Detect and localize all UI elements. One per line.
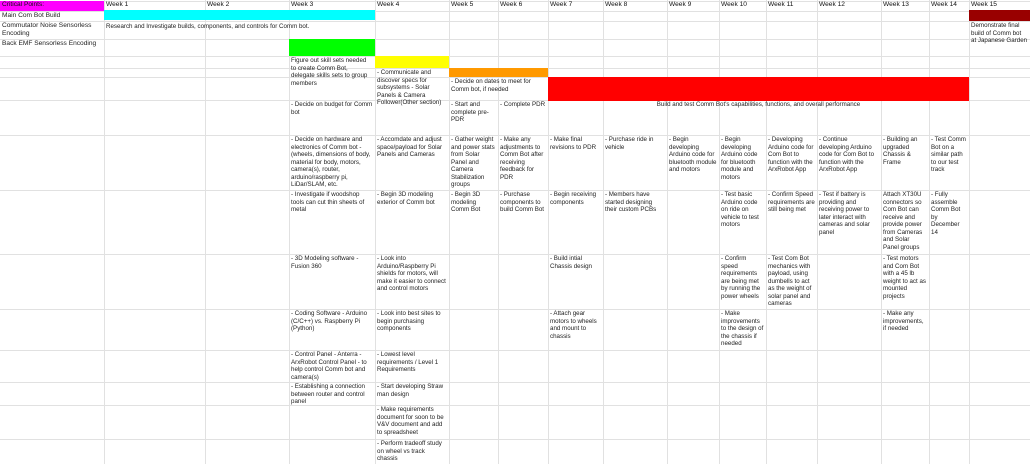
w12-task-battery: - Test if battery is providing and receiving power to later interact with cameras and solar panel: [819, 191, 870, 236]
bar-week4: [375, 56, 449, 68]
w15-task-demonstrate: Demonstrate final build of Comm bot at Japanese Garden: [971, 22, 1028, 44]
w10-task-speed: - Confirm speed requirements are being met by running the power wheels: [721, 255, 761, 300]
bar-week15: [969, 10, 1030, 21]
week-header-7: Week 7: [550, 1, 573, 8]
w3-task-budget: - Decide on budget for Comm bot: [291, 101, 373, 116]
row-label-main-build: Main Com Bot Build: [2, 12, 61, 19]
w10-task-arduino: - Begin developing Arduino code for bluetooth module and motors: [721, 136, 758, 181]
w6-task-adjustments: - Make any adjustments to Comm Bot after receiving feedback for PDR: [500, 136, 544, 181]
week-header-11: Week 11: [768, 1, 794, 8]
w3-task-router: - Establishing a connection between router and control panel: [291, 383, 365, 405]
week-header-4: Week 4: [377, 1, 400, 8]
w13-task-chassis: - Building an upgraded Chassis & Frame: [883, 136, 918, 166]
w13-task-xt30u: Attach XT30U connectors so Com Bot can receive and provide power from Cameras and Solar Panel groups: [883, 191, 923, 251]
w5-task-dates: - Decide on dates to meet for Comm bot, if needed: [451, 78, 531, 93]
w14-task-assemble: - Fully assemble Comm Bot by December 14: [931, 191, 961, 236]
w13-task-test-motors: - Test motors and Com Bot with a 45 lb weight to act as mounted projects: [883, 255, 926, 300]
w8-task-ride-in: - Purchase ride in vehicle: [605, 136, 654, 151]
week-header-9: Week 9: [669, 1, 692, 8]
row-label-commutator: Commutator Noise Sensorless Encoding: [2, 22, 92, 37]
research-banner: Research and Investigate builds, components, and controls for Comm bot.: [106, 23, 310, 30]
w3-task-hardware: - Decide on hardware and electronics of Comm bot - (wheels, dimensions of body, material for body, motors, camera(s), router, arduino/raspberry pi, LiDar/SLAM, etc.: [291, 136, 371, 188]
w7-task-revisions: - Make final revisions to PDR: [550, 136, 597, 151]
w11-task-arxrobot: - Developing Arduino code for Com Bot to function with the ArxRobot App: [768, 136, 814, 173]
bar-week5-6: [449, 68, 548, 77]
w4-task-shields: - Look into Arduino/Raspberry Pi shields for motors, will make it easier to connect and control motors: [377, 255, 446, 292]
grid-column-line: [603, 0, 604, 464]
w10-task-improvements: - Make improvements to the design of the chassis if needed: [721, 310, 764, 347]
grid-row-line: [0, 350, 1030, 351]
week-header-15: Week 15: [971, 1, 997, 8]
w4-task-sites: - Look into best sites to begin purchasing components: [377, 310, 441, 332]
week-header-6: Week 6: [500, 1, 523, 8]
week-header-5: Week 5: [451, 1, 474, 8]
grid-row-line: [0, 254, 1030, 255]
w12-task-arxrobot: - Continue developing Arduino code for Com Bot to function with the ArxRobot App: [819, 136, 875, 173]
w3-task-skills: Figure out skill sets needed to create Comm Bot, delegate skills sets to group members: [291, 57, 368, 87]
week-header-13: Week 13: [883, 1, 909, 8]
grid-row-line: [0, 382, 1030, 383]
bar-week3: [289, 39, 375, 56]
w7-task-receiving: - Begin receiving components: [550, 191, 597, 206]
grid-column-line: [205, 0, 206, 464]
critical-points-label: Critical Points:: [2, 1, 45, 8]
w6-task-pdr: - Complete PDR: [500, 101, 546, 108]
grid-row-line: [0, 309, 1030, 310]
week-header-3: Week 3: [291, 1, 314, 8]
grid-column-line: [548, 0, 549, 464]
w4-task-tradeoff: - Perform tradeoff study on wheel vs track chassis: [377, 440, 442, 462]
grid-row-line: [0, 56, 1030, 57]
grid-column-line: [667, 0, 668, 464]
w7-task-chassis: - Build intial Chassis design: [550, 255, 592, 270]
grid-row-line: [0, 439, 1030, 440]
w4-task-3d-model: - Begin 3D modeling exterior of Comm bot: [377, 191, 435, 206]
w3-task-coding: - Coding Software - Arduino (C/C++) vs. Raspberry Pi (Python): [291, 310, 368, 332]
grid-row-line: [0, 405, 1030, 406]
grid-column-line: [969, 0, 970, 464]
w6-task-purchase: - Purchase components to build Comm Bot: [500, 191, 545, 213]
week-header-8: Week 8: [605, 1, 628, 8]
w4-task-payload: - Accomdate and adjust space/payload for Solar Panels and Cameras: [377, 136, 443, 158]
grid-row-line: [0, 39, 1030, 40]
w11-task-speed: - Confirm Speed requirements are still being met: [768, 191, 815, 213]
week-header-2: Week 2: [207, 1, 230, 8]
w10-task-test-basic: - Test basic Arduino code on ride on vehicle to test motors: [721, 191, 759, 228]
w7-task-gear-motors: - Attach gear motors to wheels and mount to chassis: [550, 310, 597, 340]
week-header-10: Week 10: [721, 1, 747, 8]
w5-task-3d-model: - Begin 3D modeling Comm Bot: [451, 191, 481, 213]
w8-task-pcbs: - Members have started designing their custom PCBs: [605, 191, 657, 213]
w3-task-fusion: - 3D Modeling software - Fusion 360: [291, 255, 359, 270]
week-header-12: Week 12: [819, 1, 845, 8]
grid-column-line: [104, 0, 105, 464]
week-header-14: Week 14: [931, 1, 957, 8]
grid-column-line: [766, 0, 767, 464]
w4-task-vv-doc: - Make requirements document for soon to be V&V document and add to spreadsheet: [377, 406, 444, 436]
w4-task-strawman: - Start developing Straw man design: [377, 383, 444, 398]
bar-week7-14: [548, 77, 969, 101]
w5-task-pre-pdr: - Start and complete pre-PDR: [451, 101, 489, 123]
week-header-1: Week 1: [106, 1, 129, 8]
row-label-back-emf: Back EMF Sensorless Encoding: [2, 40, 97, 47]
build-banner: Build and test Comm Bot's capabilities, functions, and overall performance: [656, 101, 861, 108]
w13-task-improvements: - Make any improvements, if needed: [883, 310, 924, 332]
w5-task-weight-power: - Gather weight and power stats from Solar Panel and Camera Stabilization groups: [451, 136, 495, 188]
w4-task-specs: - Communicate and discover specs for subsystems - Solar Panels & Camera Follower(Other section): [377, 69, 442, 106]
w14-task-test-track: - Test Comm Bot on a similar path to our test track: [931, 136, 966, 173]
w11-task-payload: - Test Com Bot mechanics with payload, using dumbells to act as the weight of solar panel and cameras: [768, 255, 812, 307]
w3-task-control-panel: - Control Panel - Anterra - ArxRobot Control Panel - to help control Comm bot and camera(s): [291, 351, 367, 381]
w9-task-arduino: - Begin developing Arduino code for bluetooth module and motors: [669, 136, 717, 173]
w4-task-requirements: - Lowest level requirements / Level 1 Requirements: [377, 351, 439, 373]
w3-task-woodshop: - Investigate if woodshop tools can cut thin sheets of metal: [291, 191, 365, 213]
bar-week1-2: [104, 10, 375, 20]
